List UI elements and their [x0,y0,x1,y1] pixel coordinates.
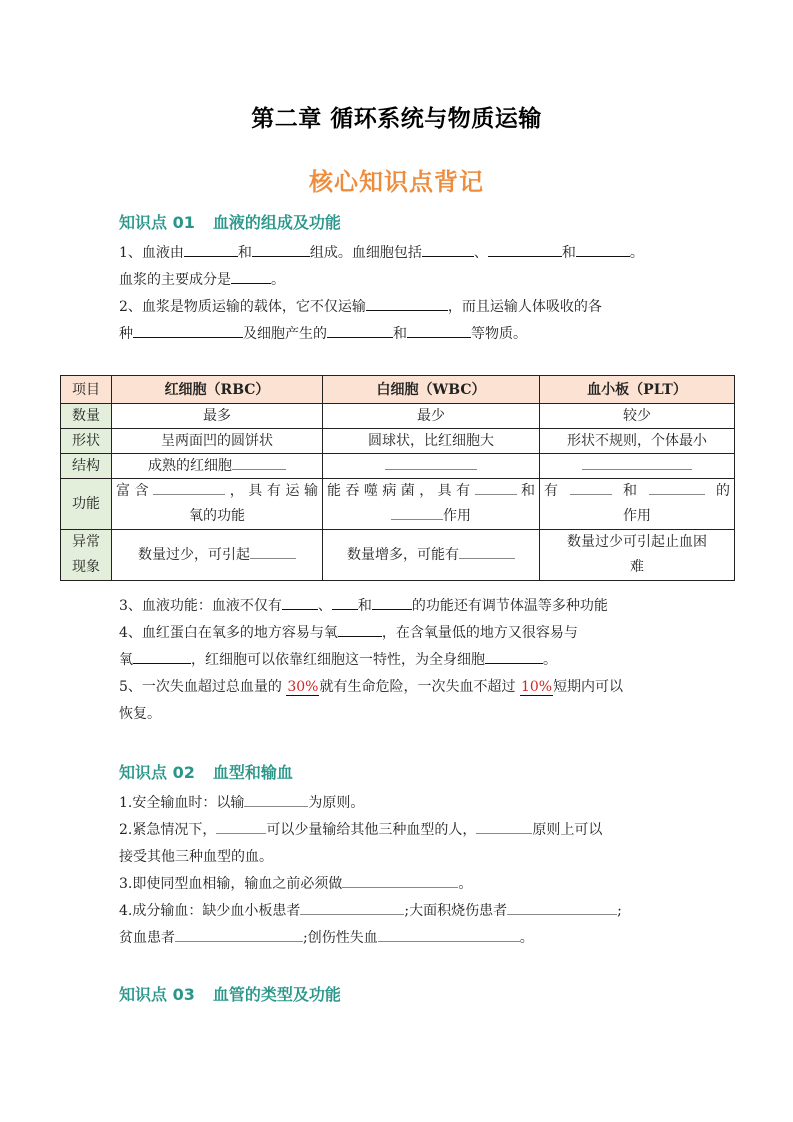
kp1-q2 [119,294,689,348]
kp1-q5 [119,674,689,728]
text: 可以少量输给其他三种血型的人， [266,822,477,838]
table-row [61,404,735,429]
text: ，在含氧量低的地方又很容易与 [381,625,578,641]
kp2-q2 [119,817,689,871]
text: 3.即使同型血相输，输血之前必须做 [119,876,343,892]
text: 种 [119,326,133,342]
cell: 最少 [323,404,540,429]
text: 2.紧急情况下， [119,822,217,838]
cell: 形状不规则，个体最小 [540,429,735,454]
text: 异常 [72,534,100,550]
blank-field[interactable] [582,454,692,470]
text: 接受其他三种血型的血。 [119,849,273,865]
text: 的功能还有调节体温等多种功能 [411,598,608,614]
kp1-number: 知识点 01 [119,213,195,232]
blank-field[interactable] [252,241,310,257]
kp1-heading [119,210,341,233]
blank-field[interactable] [250,543,296,559]
blank-field[interactable] [244,791,308,807]
blank-field[interactable] [231,268,271,284]
cell [540,454,735,479]
table-row [61,479,735,530]
text: 数量过少，可引起 [138,547,250,563]
text: 及细胞产生的 [243,326,327,342]
blank-field[interactable] [507,899,617,915]
text: 和 [393,326,407,342]
text: 有 [544,483,570,499]
blood-cells-table [60,375,735,581]
blank-field[interactable] [184,241,238,257]
cell: 较少 [540,404,735,429]
text: 原则上可以 [532,822,603,838]
text: 和 [357,598,372,614]
kp2-number: 知识点 02 [119,763,195,782]
text: 和 [611,483,649,499]
cell [540,530,735,581]
text: ，红细胞可以依靠红细胞这一特性，为全身细胞 [191,652,485,668]
table-row [61,429,735,454]
kp2-q3 [119,871,689,898]
blank-field[interactable] [485,648,543,664]
kp2-heading [119,760,293,783]
text: 、 [317,598,332,614]
text: 作用 [623,508,651,524]
text: 氧 [119,652,133,668]
text: 。 [458,876,473,892]
blank-field[interactable] [407,322,471,338]
answer-30-percent: 30% [287,679,319,695]
blank-field[interactable] [476,818,532,834]
text: 、 [473,245,488,261]
blank-field[interactable] [232,454,286,470]
blank-field[interactable] [282,594,318,610]
text: 恢复。 [119,706,161,722]
blank-field[interactable] [576,241,630,257]
kp1-title: 血液的组成及功能 [212,213,341,232]
kp1-q1 [119,240,689,294]
row-label-count: 数量 [61,404,112,429]
row-label-shape: 形状 [61,429,112,454]
blank-field[interactable] [338,621,382,637]
header-plt: 血小板（PLT） [540,376,735,404]
kp1-q3 [119,593,689,620]
text: 作用 [443,508,471,524]
text: 现象 [72,559,100,575]
blank-field[interactable] [153,479,225,495]
text: 等物质。 [471,326,527,342]
header-rbc: 红细胞（RBC） [112,376,323,404]
text: 1.安全输血时：以输 [119,795,245,811]
text: 和 [561,245,576,261]
cell: 最多 [112,404,323,429]
blank-field[interactable] [649,479,705,495]
blank-field[interactable] [422,241,474,257]
text: 2、血浆是物质运输的载体，它不仅运输 [119,299,366,315]
blank-field[interactable] [327,322,393,338]
text: 5、一次失血超过总血量的 [119,679,287,695]
blank-field[interactable] [385,454,477,470]
text: 能吞噬病菌，具有 [327,483,475,499]
text: 贫血患者 [119,930,175,946]
blank-field[interactable] [366,295,448,311]
text: ，具有运输 [225,483,319,499]
cell [323,479,540,530]
text: 4、血红蛋白在氧多的地方容易与氧 [119,625,338,641]
kp2-q4 [119,898,689,952]
blank-field[interactable] [300,899,404,915]
text: 3、血液功能：血液不仅有 [119,598,282,614]
text: 4.成分输血：缺少血小板患者 [119,903,301,919]
cell [112,530,323,581]
text: 和 [516,483,536,499]
text: 血浆的主要成分是 [119,272,231,288]
blank-field[interactable] [332,594,358,610]
text: ;创伤性失血 [303,930,378,946]
text: ;大面积烧伤患者 [404,903,508,919]
kp2-title: 血型和输血 [212,763,293,782]
text: 为原则。 [308,795,365,811]
text: 氧的功能 [189,508,245,524]
cell [540,479,735,530]
blank-field[interactable] [133,322,243,338]
blank-field[interactable] [342,872,458,888]
text: 数量过少可引起止血困难 [567,534,707,575]
text: 的 [704,483,730,499]
answer-10-percent: 10% [520,679,553,695]
kp3-heading [119,982,341,1005]
text: 短期内可以 [553,679,624,695]
cell [323,454,540,479]
table-row [61,454,735,479]
text: 和 [237,245,252,261]
text: 。 [629,245,644,261]
blank-field[interactable] [475,479,517,495]
cell [323,530,540,581]
text: 就有生命危险，一次失血不超过 [319,679,520,695]
kp2-q1 [119,790,689,817]
blank-field[interactable] [133,648,191,664]
text: ，而且运输人体吸收的各 [447,299,602,315]
row-label-abnormal [61,530,112,581]
text: 。 [543,652,557,668]
kp3-number: 知识点 03 [119,985,195,1004]
blank-field[interactable] [459,543,515,559]
cell [112,479,323,530]
text: 富含 [116,483,154,499]
text: 。 [519,930,534,946]
core-title: 核心知识点背记 [309,168,484,196]
row-label-function: 功能 [61,479,112,530]
blank-field[interactable] [378,926,520,942]
header-wbc: 白细胞（WBC） [323,376,540,404]
cell [112,454,323,479]
text: 成熟的红细胞 [148,458,232,474]
table-header-row [61,376,735,404]
header-item: 项目 [61,376,112,404]
text: 数量增多，可能有 [347,547,459,563]
row-label-structure: 结构 [61,454,112,479]
blank-field[interactable] [175,926,303,942]
text: 1、血液由 [119,245,184,261]
text: 。 [271,272,285,288]
chapter-title: 第二章 循环系统与物质运输 [251,106,542,132]
blank-field[interactable] [488,241,562,257]
kp1-q4 [119,620,689,674]
cell: 呈两面凹的圆饼状 [112,429,323,454]
text: 组成。血细胞包括 [309,245,422,261]
blank-field[interactable] [570,479,612,495]
blank-field[interactable] [216,818,266,834]
cell: 圆球状，比红细胞大 [323,429,540,454]
table-row [61,530,735,581]
blank-field[interactable] [391,504,443,520]
blank-field[interactable] [372,594,412,610]
kp3-title: 血管的类型及功能 [212,985,341,1004]
text: ; [617,903,622,919]
